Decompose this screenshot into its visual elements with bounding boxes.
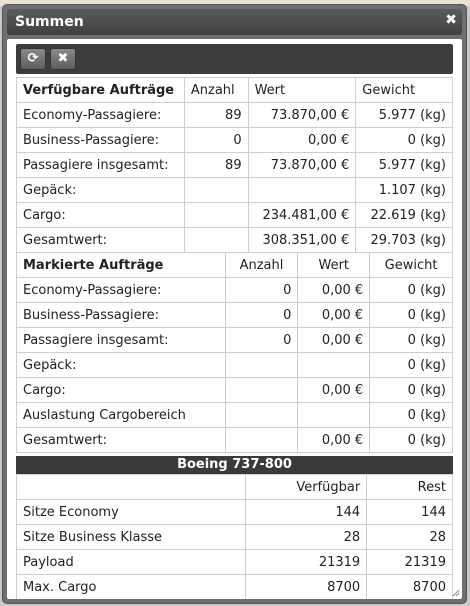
- available-cell: 8700: [246, 575, 367, 600]
- table-row: [17, 103, 453, 128]
- value-cell: 234.481,00 €: [248, 203, 356, 228]
- table-row: [17, 128, 453, 153]
- row-label: Sitze Business Klasse: [17, 525, 246, 550]
- row-label: Cargo:: [17, 378, 226, 403]
- value-cell: 0,00 €: [298, 303, 370, 328]
- table-row: [17, 303, 453, 328]
- row-label: Gesamtwert:: [17, 428, 226, 453]
- column-header: Gewicht: [370, 253, 453, 278]
- table-header-row: [17, 475, 453, 500]
- row-label: Economy-Passagiere:: [17, 278, 226, 303]
- count-cell: 89: [184, 153, 248, 178]
- table-row: [17, 525, 453, 550]
- weight-cell: 0 (kg): [370, 278, 453, 303]
- rest-cell: 21319: [367, 550, 453, 575]
- table-row: [17, 153, 453, 178]
- weight-cell: 22.619 (kg): [356, 203, 453, 228]
- column-header: Anzahl: [225, 253, 298, 278]
- table-row: [17, 278, 453, 303]
- count-cell: 0: [225, 303, 298, 328]
- dialog-title: Summen: [15, 14, 84, 30]
- row-label: Cargo:: [17, 203, 185, 228]
- count-cell: [225, 428, 298, 453]
- column-header: Rest: [367, 475, 453, 500]
- row-label: Business-Passagiere:: [17, 303, 226, 328]
- row-label: Passagiere insgesamt:: [17, 328, 226, 353]
- refresh-icon: ⟳: [27, 51, 39, 66]
- row-label: Gesamtwert:: [17, 228, 185, 253]
- row-label: Auslastung Cargobereich: [17, 403, 226, 428]
- count-cell: 0: [225, 278, 298, 303]
- value-cell: 73.870,00 €: [248, 153, 356, 178]
- value-cell: [298, 403, 370, 428]
- weight-cell: 5.977 (kg): [356, 103, 453, 128]
- row-label: Sitze Economy: [17, 500, 246, 525]
- table-row: [17, 500, 453, 525]
- count-cell: 89: [184, 103, 248, 128]
- weight-cell: 1.107 (kg): [356, 178, 453, 203]
- table-row: [17, 228, 453, 253]
- rest-cell: 144: [367, 500, 453, 525]
- column-header: Verfügbare Aufträge: [17, 78, 185, 103]
- column-header: Gewicht: [356, 78, 453, 103]
- value-cell: [248, 178, 356, 203]
- table-row: [17, 328, 453, 353]
- weight-cell: 0 (kg): [370, 428, 453, 453]
- count-cell: [184, 203, 248, 228]
- marked-orders-table: [16, 252, 453, 453]
- value-cell: 308.351,00 €: [248, 228, 356, 253]
- weight-cell: 0 (kg): [370, 403, 453, 428]
- column-header: Anzahl: [184, 78, 248, 103]
- row-label: Max. Cargo: [17, 575, 246, 600]
- column-header: Markierte Aufträge: [17, 253, 226, 278]
- weight-cell: 5.977 (kg): [356, 153, 453, 178]
- close-icon[interactable]: ✖: [445, 12, 457, 28]
- table-row: [17, 403, 453, 428]
- dialog-content: [7, 39, 462, 599]
- available-orders-table: [16, 77, 453, 253]
- weight-cell: 0 (kg): [356, 128, 453, 153]
- row-label: Economy-Passagiere:: [17, 103, 185, 128]
- resize-handle-icon[interactable]: [452, 589, 460, 597]
- count-cell: [225, 403, 298, 428]
- column-header: [17, 475, 246, 500]
- table-row: [17, 428, 453, 453]
- value-cell: 0,00 €: [298, 328, 370, 353]
- rest-cell: 28: [367, 525, 453, 550]
- dialog-titlebar[interactable]: [7, 9, 462, 35]
- table-row: [17, 550, 453, 575]
- count-cell: [184, 178, 248, 203]
- value-cell: 0,00 €: [248, 128, 356, 153]
- value-cell: [298, 353, 370, 378]
- value-cell: 0,00 €: [298, 278, 370, 303]
- table-row: [17, 575, 453, 600]
- table-row: [17, 203, 453, 228]
- row-label: Business-Passagiere:: [17, 128, 185, 153]
- weight-cell: 0 (kg): [370, 328, 453, 353]
- aircraft-title: Boeing 737-800: [16, 456, 453, 474]
- count-cell: 0: [184, 128, 248, 153]
- clear-icon: ✖: [57, 51, 69, 66]
- weight-cell: 0 (kg): [370, 353, 453, 378]
- toolbar: [16, 44, 453, 74]
- count-cell: [184, 228, 248, 253]
- column-header: Verfügbar: [246, 475, 367, 500]
- rest-cell: 8700: [367, 575, 453, 600]
- count-cell: 0: [225, 328, 298, 353]
- available-cell: 144: [246, 500, 367, 525]
- clear-button[interactable]: [50, 48, 76, 70]
- value-cell: 0,00 €: [298, 428, 370, 453]
- value-cell: 0,00 €: [298, 378, 370, 403]
- row-label: Passagiere insgesamt:: [17, 153, 185, 178]
- row-label: Gepäck:: [17, 353, 226, 378]
- count-cell: [225, 353, 298, 378]
- summen-dialog: [2, 4, 467, 604]
- table-row: [17, 353, 453, 378]
- count-cell: [225, 378, 298, 403]
- aircraft-capacity-table: [16, 474, 453, 599]
- weight-cell: 0 (kg): [370, 378, 453, 403]
- available-cell: 21319: [246, 550, 367, 575]
- column-header: Wert: [248, 78, 356, 103]
- weight-cell: 0 (kg): [370, 303, 453, 328]
- row-label: Payload: [17, 550, 246, 575]
- refresh-button[interactable]: [20, 48, 46, 70]
- available-cell: 28: [246, 525, 367, 550]
- weight-cell: 29.703 (kg): [356, 228, 453, 253]
- table-header-row: [17, 78, 453, 103]
- table-header-row: [17, 253, 453, 278]
- value-cell: 73.870,00 €: [248, 103, 356, 128]
- row-label: Gepäck:: [17, 178, 185, 203]
- column-header: Wert: [298, 253, 370, 278]
- table-row: [17, 178, 453, 203]
- table-row: [17, 378, 453, 403]
